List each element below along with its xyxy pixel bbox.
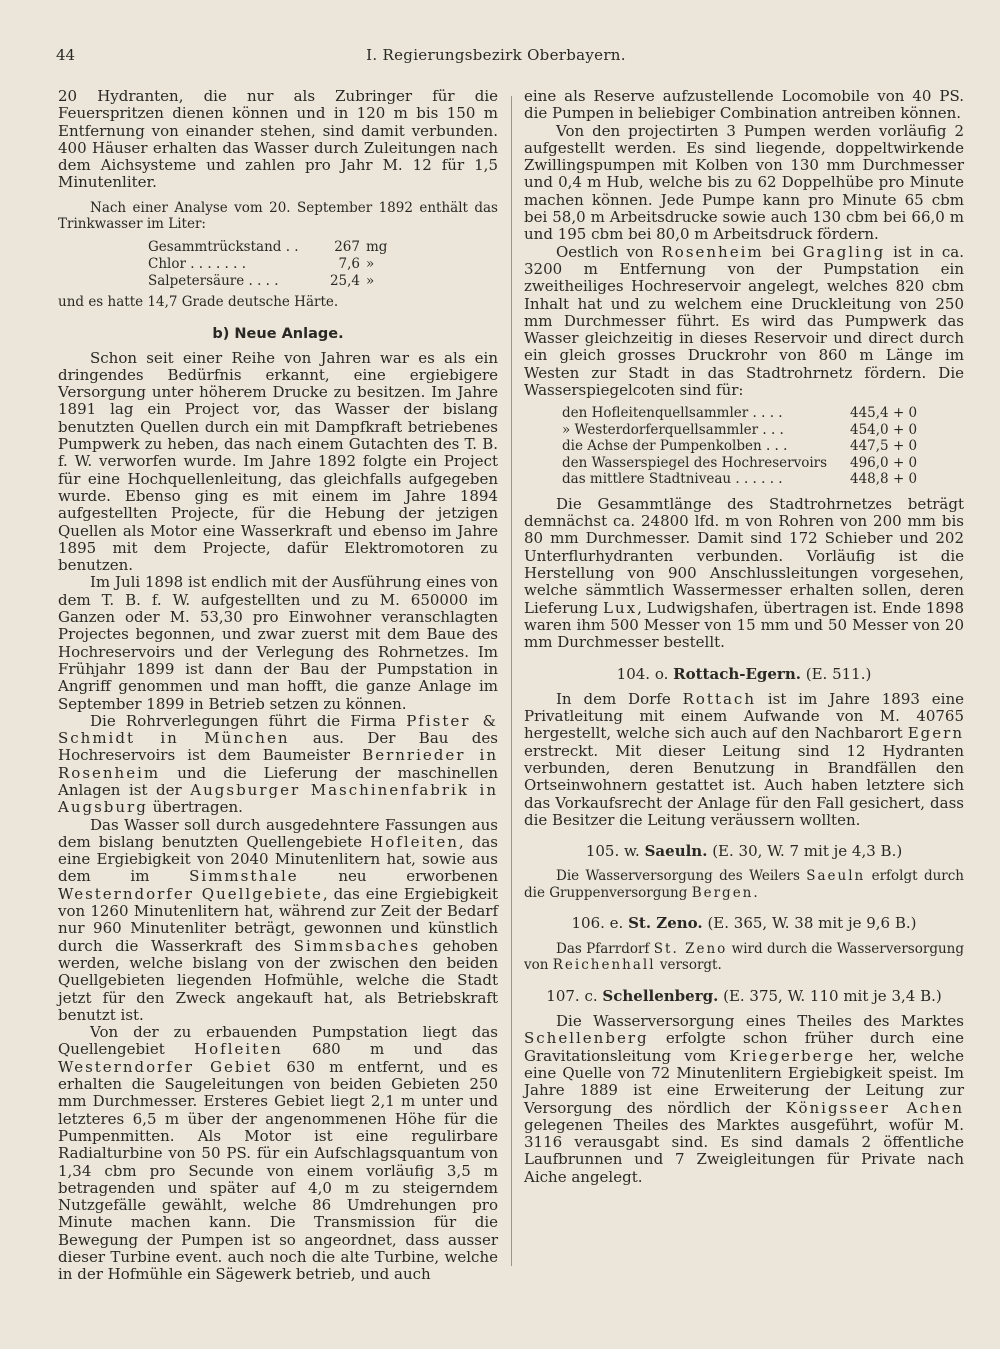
place-name: Reichenhall (552, 957, 656, 974)
section-heading: b) Neue Anlage. (212, 326, 344, 343)
level-row: den Wasserspiegel des Hochreservoirs 496,0 + 0 (562, 454, 918, 471)
place-name: Westerndorfer Gebiet (58, 1057, 273, 1076)
firm-name: Augsburger Maschinenfabrik in Augsburg (58, 781, 498, 817)
page-header (56, 46, 936, 70)
running-head: I. Regierungsbezirk Oberbayern. (366, 46, 626, 64)
page-number: 44 (56, 46, 76, 64)
hardness-note: und es hatte 14,7 Grade deutsche Härte. (58, 293, 339, 310)
place-name: Hofleiten (370, 832, 459, 851)
firm-name: Lux (603, 598, 638, 617)
place-name: Simmsthale (189, 867, 299, 886)
paragraph: Das Wasser soll durch ausgedehntere Fassungen aus dem bislang benutzten Quellengebiete Hofleiten, das eine Ergiebigkeit von 2040 Minutenlitern hat, sowie aus dem im Simmsthale neu erworbenen Westerndorfer Quellgebiete, das eine Ergiebigkeit von 1260 Minutenlitern hat, während zur Zeit der Bedarf nur 960 Minutenliter beträgt, gewonnen und künstlich durch die Wasserkraft des Simmsbaches gehoben werden, welche bislang von der zwischen den beiden Quellgebieten liegenden Hofmühle, welche die Stadt jetzt für den Zweck angekauft hat, als Betriebskraft benutzt ist. (58, 815, 499, 1024)
place-name: Gragling (802, 242, 886, 261)
column-rule (511, 96, 512, 1266)
analysis-unit: » (366, 255, 375, 272)
place-name: Rottach (682, 689, 756, 708)
analysis-table (148, 239, 498, 290)
paragraph: Das Pfarrdorf St. Zeno wird durch die Wasserversorgung von Reichenhall versorgt. (524, 940, 964, 974)
entry-heading-104: 104. o. Rottach-Egern. (E. 511.) (616, 664, 872, 683)
place-name: St. Zeno (653, 940, 728, 957)
analysis-unit: mg (366, 238, 388, 255)
paragraph: Die Gesammtlänge des Stadtrohrnetzes beträgt demnächst ca. 24800 lfd. m von Rohren von 200 mm bis 80 mm Durchmesser. Damit sind 172 Schieber und 202 Unterflurhydranten verbunden. Vorläufig ist die Herstellung von 900 Anschlussleitungen vorgesehen, welche sämmtlich Wassermesser erhalten sollen, deren Lieferung Lux, Ludwigshafen, übertragen ist. Ende 1898 waren ihm 500 Messer von 15 mm und 50 Messer von 20 mm Durchmesser bestellt. (524, 494, 964, 652)
place-name: Kriegerberge (729, 1046, 856, 1065)
analysis-value: 25,4 (329, 272, 360, 289)
place-name: Rosenheim (661, 242, 764, 261)
level-table (562, 405, 964, 488)
analysis-name: Gesammtrückstand . . (148, 238, 299, 255)
paragraph: Im Juli 1898 ist endlich mit der Ausführung eines von dem T. B. f. W. aufgestellten und zu M. 650000 im Ganzen oder M. 53,30 pro Einwohner veranschlagten Projectes begonnen, und zwar zuerst mit dem Baue des Hochreservoirs und der Verlegung des Rohrnetzes. Im Frühjahr 1899 ist dann der Bau der Pumpstation in Angriff genommen und man hofft, die ganze Anlage im September 1899 in Betrieb setzen zu können. (58, 573, 498, 713)
analysis-value: 267 (334, 238, 360, 255)
analysis-value: 7,6 (338, 255, 360, 272)
entry-heading-106: 106. e. St. Zeno. (E. 365, W. 38 mit je 9,6 B.) (571, 914, 917, 933)
place-name: Königsseer Achen (785, 1098, 964, 1117)
level-row: den Hofleitenquellsammler . . . . 445,4 + 0 (562, 405, 918, 422)
analysis-name: Chlor . . . . . . . (148, 255, 247, 272)
paragraph: Die Wasserversorgung eines Theiles des Marktes Schellenberg erfolgte schon früher durch eine Gravitationsleitung vom Kriegerberge her, welche eine Quelle von 72 Minutenlitern Ergiebigkeit speist. Im Jahre 1889 ist eine Erweiterung der Leitung zur Versorgung des nördlich der Königsseer Achen gelegenen Theiles des Marktes ausgeführt, wofür M. 3116 verausgabt sind. Es sind damals 2 öffentliche Laufbrunnen und 7 Zweigleitungen für Private nach Aiche angelegt. (524, 1012, 964, 1186)
place-name: Schellenberg (524, 1029, 649, 1048)
analysis-row (148, 239, 398, 256)
level-row: die Achse der Pumpenkolben . . . 447,5 + 0 (562, 438, 918, 455)
builder-name: Bernrieder in Rosenheim (58, 746, 499, 782)
place-name: Saeuln (806, 868, 866, 885)
left-column (58, 88, 498, 1284)
paragraph: Die Rohrverlegungen führt die Firma Pfister & Schmidt in München aus. Der Bau des Hochreservoirs ist dem Baumeister Bernrieder in Rosenheim und die Lieferung der maschinellen Anlagen ist der Augsburger Maschinenfabrik in Augsburg übertragen. (58, 711, 499, 817)
right-column (524, 88, 964, 1186)
paragraph: Von den projectirten 3 Pumpen werden vorläufig 2 aufgestellt werden. Es sind liegende, doppeltwirkende Zwillingspumpen mit Kolben von 130 mm Durchmesser und 0,4 m Hub, welche bis zu 62 Doppelhübe pro Minute machen können. Jede Pumpe kann pro Minute 65 cbm bei 58,0 m Arbeitsdrucke sowie auch 130 cbm bei 66,0 m und 195 cbm bei 80,0 m Arbeitsdruck fördern. (524, 121, 964, 244)
level-row: das mittlere Stadtniveau . . . . . . 448,8 + 0 (562, 471, 918, 488)
analysis-intro: Nach einer Analyse vom 20. September 1892 enthält das Trinkwasser im Liter: (58, 199, 498, 233)
analysis-row (148, 256, 398, 273)
analysis-name: Salpetersäure . . . . (148, 272, 279, 289)
level-row: » Westerdorferquellsammler . . . 454,0 + 0 (562, 421, 918, 438)
paragraph: Schon seit einer Reihe von Jahren war es als ein dringendes Bedürfnis erkannt, eine ergiebigere Versorgung unter höherem Drucke zu besitzen. Im Jahre 1891 lag ein Project vor, das Wasser der bislang benutzten Quellen durch ein mit Dampfkraft betriebenes Pumpwerk zu heben, das nach einem Gutachten des T. B. f. W. verworfen wurde. Im Jahre 1892 folgte ein Project für eine Hochquellenleitung, das gleichfalls aufgegeben wurde. Ebenso ging es mit einem im Jahre 1894 aufgestellten Projecte, für die Hebung der jetzigen Quellen als Motor eine Wasserkraft und ebenso im Jahre 1895 mit dem Projecte, dafür Elektromotoren zu benutzen. (58, 348, 498, 575)
paragraph: 20 Hydranten, die nur als Zubringer für die Feuerspritzen dienen können und in 120 m bis 150 m Entfernung von einander stehen, sind damit verbunden. 400 Häuser erhalten das Wasser durch Zuleitungen nach dem Aichsysteme und zahlen pro Jahr M. 12 für 1,5 Minutenliter. (58, 87, 498, 192)
place-name: Hofleiten (194, 1040, 283, 1059)
place-name: Egern (907, 724, 964, 743)
paragraph: Von der zu erbauenden Pumpstation liegt das Quellengebiet Hofleiten 680 m und das Westerndorfer Gebiet 630 m entfernt, und es erhalten die Saugeleitungen von beiden Gebieten 250 mm Durchmesser. Ersteres Gebiet liegt 2,1 m unter und letzteres 6,5 m über der angenommenen Höhe für die Pumpenmitten. Als Motor ist eine regulirbare Radialturbine von 50 PS. für ein Aufschlagsquantum von 1,34 cbm pro Secunde von einem vorläufig 3,5 m betragenden und später auf 4,0 m zu steigerndem Nutzgefälle gewählt, welche 86 Umdrehungen pro Minute machen kann. Die Transmission für die Bewegung der Pumpen ist so angeordnet, dass ausser dieser Turbine event. auch noch die alte Turbine, welche in der Hofmühle ein Sägewerk betrieb, und auch (58, 1023, 498, 1284)
place-name: Simmsbaches (293, 936, 421, 955)
place-name: Westerndorfer Quellgebiete (58, 884, 323, 903)
analysis-unit: » (366, 272, 375, 289)
entry-heading-105: 105. w. Saeuln. (E. 30, W. 7 mit je 4,3 B.) (585, 842, 903, 861)
paragraph: eine als Reserve aufzustellende Locomobile von 40 PS. die Pumpen in beliebiger Combination antreiben können. (524, 87, 964, 123)
firm-name: Pfister & Schmidt in München (58, 711, 498, 748)
paragraph: Die Wasserversorgung des Weilers Saeuln erfolgt durch die Gruppenversorgung Bergen. (524, 868, 964, 901)
paragraph: In dem Dorfe Rottach ist im Jahre 1893 eine Privatleitung mit einem Aufwande von M. 40765 hergestellt, welche sich auch auf den Nachbarort Egern erstreckt. Mit dieser Leitung sind 12 Hydranten verbunden, deren Benutzung in Brandfällen den Ortseinwohnern gestattet ist. Auch haben letztere sich das Vorkaufsrecht der Anlage für den Fall gesichert, dass die Besitzer die Leitung veräussern wollten. (524, 689, 965, 829)
entry-heading-107: 107. c. Schellenberg. (E. 375, W. 110 mit je 3,4 B.) (546, 986, 942, 1005)
analysis-row (148, 273, 398, 290)
place-name: Bergen (691, 884, 754, 901)
paragraph: Oestlich von Rosenheim bei Gragling ist in ca. 3200 m Entfernung von der Pumpstation ein zweitheiliges Hochreservoir angelegt, welches 820 cbm Inhalt hat und zu welchem eine Druckleitung von 250 mm Durchmesser führt. Es wird das Pumpwerk das Wasser gleichzeitig in dieses Reservoir und direct durch ein gleich grosses Druckrohr von 860 m Länge im Westen zur Stadt in das Stadtrohrnetz fördern. Die Wasserspiegelcoten sind für: (524, 242, 965, 400)
